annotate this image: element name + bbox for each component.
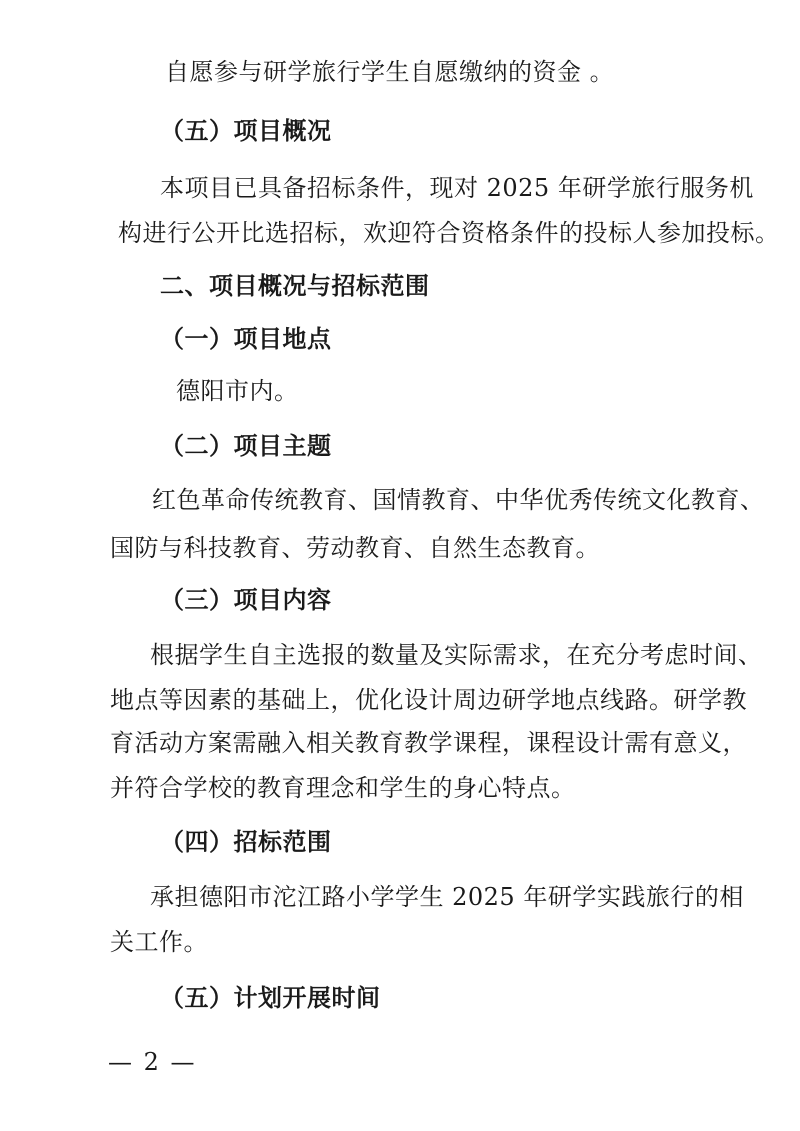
subsection-heading: （四）招标范围 xyxy=(160,827,332,856)
body-text-line: 承担德阳市沱江路小学学生 2025 年研学实践旅行的相 xyxy=(150,883,744,911)
section-heading: 二、项目概况与招标范围 xyxy=(160,271,430,300)
body-text-line: 育活动方案需融入相关教育教学课程，课程设计需有意义， xyxy=(110,729,747,757)
body-text-line: 德阳市内。 xyxy=(176,377,299,405)
subsection-heading: （一）项目地点 xyxy=(160,324,332,353)
body-text-line: 本项目已具备招标条件，现对 2025 年研学旅行服务机 xyxy=(160,174,754,202)
body-text-line: 红色革命传统教育、国情教育、中华优秀传统文化教育、 xyxy=(152,486,765,514)
body-text-line: 自愿参与研学旅行学生自愿缴纳的资金 。 xyxy=(165,58,615,86)
page-number: — 2 — xyxy=(108,1048,197,1076)
subsection-heading: （三）项目内容 xyxy=(160,585,332,614)
subsection-heading: （二）项目主题 xyxy=(160,431,332,460)
body-text-line: 国防与科技教育、劳动教育、自然生态教育。 xyxy=(110,534,600,562)
subsection-heading: （五）项目概况 xyxy=(160,116,332,145)
body-text-line: 并符合学校的教育理念和学生的身心特点。 xyxy=(110,774,576,802)
subsection-heading: （五）计划开展时间 xyxy=(160,983,381,1012)
body-text-line: 根据学生自主选报的数量及实际需求，在充分考虑时间、 xyxy=(150,641,763,669)
body-text-line: 关工作。 xyxy=(110,928,208,956)
body-text-line: 地点等因素的基础上，优化设计周边研学地点线路。研学教 xyxy=(110,686,747,714)
body-text-line: 构进行公开比选招标，欢迎符合资格条件的投标人参加投标。 xyxy=(118,219,780,247)
